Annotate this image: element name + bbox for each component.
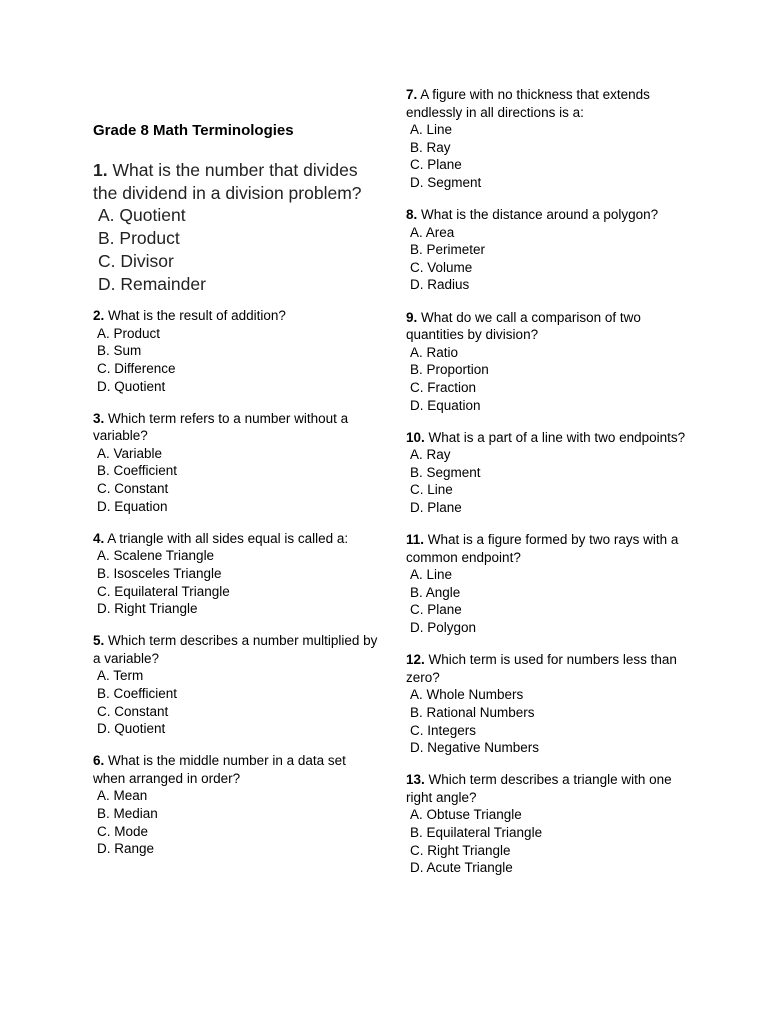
question-text (406, 429, 691, 447)
question-number: 5. (93, 633, 105, 649)
question-text (93, 410, 378, 445)
answer-option: A. Ray (410, 447, 451, 463)
question-prompt: What is the number that divides the dividend in a division problem? (93, 160, 362, 203)
question-number: 3. (93, 410, 105, 426)
answer-option: A. Line (410, 567, 453, 583)
answer-options (406, 806, 691, 876)
question-prompt: What is the distance around a polygon? (421, 207, 659, 223)
answer-options (93, 547, 378, 617)
answer-option: D. Equation (97, 498, 168, 514)
answer-option: C. Constant (97, 481, 169, 497)
answer-option: C. Constant (97, 703, 169, 719)
answer-option: B. Coefficient (97, 686, 178, 701)
answer-option: D. Remainder (98, 273, 206, 294)
document-title: Grade 8 Math Terminologies (93, 122, 294, 139)
answer-option: B. Perimeter (410, 242, 486, 258)
answer-options (406, 566, 691, 636)
question-item (93, 530, 378, 618)
question-prompt: Which term refers to a number without a variable? (93, 410, 349, 444)
answer-option: C. Line (410, 482, 453, 498)
question-text (93, 307, 378, 325)
answer-option: B. Coefficient (97, 463, 178, 479)
question-number: 11. (406, 532, 425, 548)
answer-option: D. Negative Numbers (410, 740, 540, 756)
question-text (406, 651, 691, 686)
question-item (406, 651, 691, 757)
answer-option: C. Difference (97, 361, 176, 376)
answer-option: D. Quotient (97, 721, 166, 737)
question-text (406, 771, 691, 806)
question-item (406, 309, 691, 415)
question-text (406, 86, 691, 121)
answer-options (406, 224, 691, 294)
answer-option: D. Acute Triangle (410, 860, 513, 876)
answer-option: A. Ratio (410, 344, 459, 360)
answer-option: B. Product (98, 228, 180, 249)
question-item (406, 531, 691, 637)
answer-option: C. Fraction (410, 379, 477, 395)
question-number: 12. (406, 652, 425, 668)
answer-options (93, 204, 378, 295)
answer-options (406, 446, 691, 516)
question-text (406, 309, 691, 344)
answer-option: B. Sum (97, 343, 142, 359)
answer-option: D. Polygon (410, 620, 477, 636)
answer-option: A. Product (97, 325, 161, 341)
question-item (93, 159, 378, 295)
question-number: 13. (406, 772, 425, 788)
answer-option: A. Whole Numbers (410, 687, 524, 703)
question-prompt: Which term describes a number multiplied by a variable? (93, 633, 378, 666)
question-prompt: What do we call a comparison of two quantities by division? (406, 309, 641, 343)
answer-option: A. Variable (97, 445, 163, 461)
answer-option: C. Integers (410, 722, 477, 738)
answer-option: B. Segment (410, 464, 481, 480)
question-number: 9. (406, 309, 418, 325)
question-item (406, 86, 691, 192)
question-prompt: What is the result of addition? (108, 308, 286, 324)
answer-option: C. Equilateral Triangle (97, 583, 230, 599)
answer-option: B. Angle (410, 584, 461, 600)
question-text (93, 632, 378, 667)
question-text (406, 531, 691, 566)
answer-options (406, 121, 691, 191)
answer-option: C. Mode (97, 823, 149, 839)
question-prompt: What is a part of a line with two endpoints? (428, 429, 686, 445)
question-number: 2. (93, 308, 105, 324)
question-item (406, 206, 691, 294)
answer-option: D. Equation (410, 397, 481, 413)
question-item (406, 429, 691, 517)
question-prompt: What is a figure formed by two rays with a common endpoint? (406, 532, 679, 565)
answer-option: A. Line (410, 122, 453, 138)
answer-option: D. Plane (410, 499, 462, 515)
question-number: 4. (93, 530, 105, 546)
question-text (93, 530, 378, 548)
answer-option: A. Area (410, 224, 455, 240)
answer-option: A. Term (97, 668, 144, 684)
answer-option: C. Divisor (98, 250, 174, 271)
answer-option: A. Mean (97, 788, 148, 804)
answer-options (93, 667, 378, 737)
question-prompt: A figure with no thickness that extends endlessly in all directions is a: (406, 87, 650, 120)
question-number: 6. (93, 753, 105, 769)
right-question-list (406, 86, 691, 877)
answer-options (406, 686, 691, 756)
answer-option: D. Radius (410, 277, 470, 293)
answer-option: B. Isosceles Triangle (97, 565, 222, 581)
question-prompt: Which term is used for numbers less than zero? (406, 652, 677, 685)
answer-option: A. Quotient (98, 205, 186, 226)
answer-option: B. Equilateral Triangle (410, 824, 543, 840)
question-text (93, 752, 378, 787)
answer-option: C. Right Triangle (410, 842, 511, 858)
question-number: 7. (406, 87, 418, 102)
answer-option: C. Volume (410, 259, 473, 275)
question-number: 10. (406, 429, 425, 445)
left-column (93, 122, 378, 872)
question-item (93, 632, 378, 738)
answer-options (406, 344, 691, 414)
question-prompt: Which term describes a triangle with one right angle? (406, 772, 672, 805)
answer-option: B. Median (97, 806, 158, 822)
answer-option: B. Rational Numbers (410, 704, 535, 720)
answer-option: B. Proportion (410, 362, 489, 378)
question-item (93, 410, 378, 516)
question-item (406, 771, 691, 877)
answer-options (93, 787, 378, 857)
question-text (406, 206, 691, 224)
answer-option: B. Ray (410, 139, 451, 155)
answer-options (93, 445, 378, 515)
answer-option: D. Segment (410, 174, 482, 190)
question-number: 8. (406, 207, 418, 223)
question-text (93, 159, 378, 204)
answer-option: D. Quotient (97, 378, 166, 394)
question-prompt: What is the middle number in a data set when arranged in order? (93, 753, 346, 786)
answer-options (93, 325, 378, 395)
answer-option: A. Obtuse Triangle (410, 807, 522, 823)
answer-option: C. Plane (410, 157, 462, 173)
answer-option: C. Plane (410, 602, 462, 618)
left-question-list (93, 159, 378, 858)
question-number: 1. (93, 160, 108, 180)
answer-option: D. Range (97, 841, 155, 857)
question-item (93, 307, 378, 395)
answer-option: A. Scalene Triangle (97, 548, 215, 564)
question-item (93, 752, 378, 858)
right-column (406, 86, 691, 891)
question-prompt: A triangle with all sides equal is called a: (107, 530, 349, 546)
answer-option: D. Right Triangle (97, 601, 198, 617)
